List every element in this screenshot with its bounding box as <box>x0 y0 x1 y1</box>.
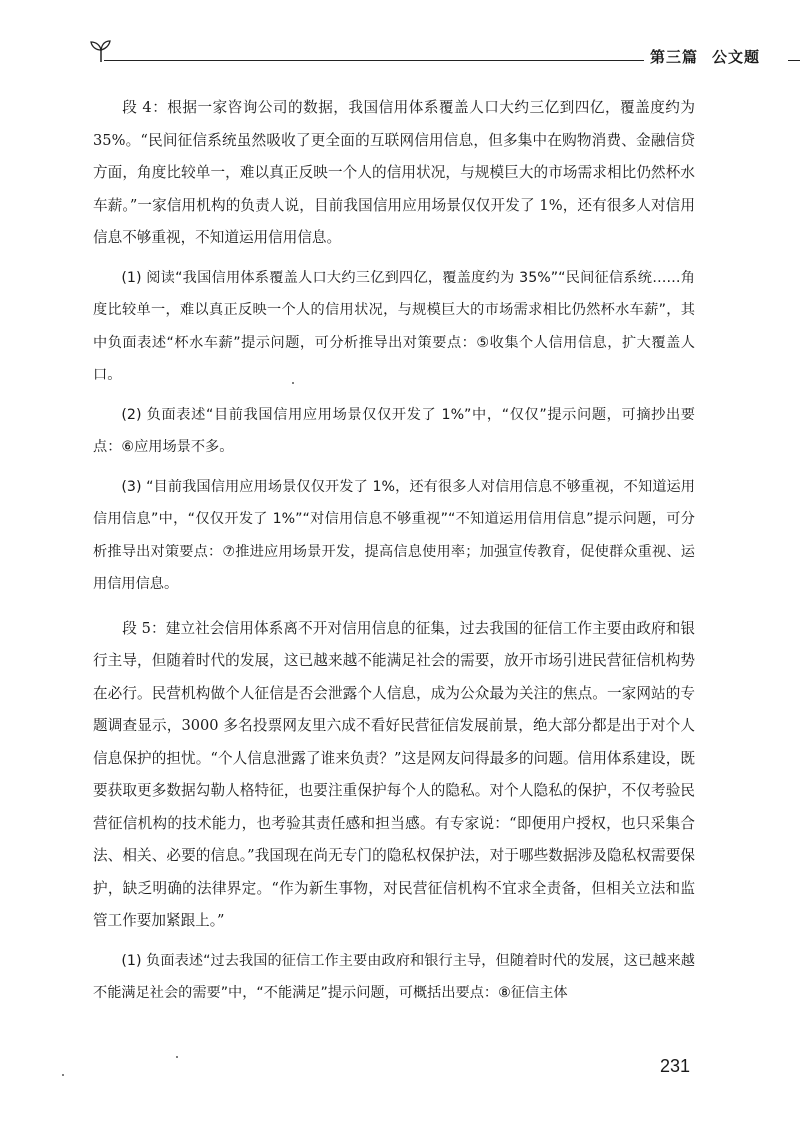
analysis-item-4: (1) 负面表述“过去我国的征信工作主要由政府和银行主导，但随着时代的发展，这已越来越不能满足社会的需要”中，“不能满足”提示问题，可概括出要点：⑧征信主体 <box>93 952 695 1001</box>
running-header <box>88 38 788 68</box>
header-rule-left <box>104 60 644 61</box>
analysis-item-1: (1) 阅读“我国信用体系覆盖人口大约三亿到四亿，覆盖度约为 35%”“民间征信系统……角度比较单一，难以真正反映一个人的信用状况，与规模巨大的市场需求相比仍然杯水车薪”，其中负面表述“杯水车薪”提示问题，可分析推导出对策要点：⑤收集个人信用信息，扩大覆盖人口。 <box>93 269 695 383</box>
source-paragraph-5: 段 5：建立社会信用体系离不开对信用信息的征集，过去我国的征信工作主要由政府和银行主导，但随着时代的发展，这已越来越不能满足社会的需要，放开市场引进民营征信机构势在必行。民营机构做个人征信是否会泄露个人信息，成为公众最为关注的焦点。一家网站的专题调查显示，3000 多名投票网友里六成不看好民营征信发展前景，绝大部分都是出于对个人信息保护的担忧。“个人信息泄露了谁来负责？”这是网友问得最多的问题。信用体系建设，既要获取更多数据勾勒人格特征，也要注重保护每个人的隐私。对个人隐私的保护，不仅考验民营征信机构的技术能力，也考验其责任感和担当感。有专家说：“即便用户授权，也只采集合法、相关、必要的信息。”我国现在尚无专门的隐私权保护法，对于哪些数据涉及隐私权需要保护，缺乏明确的法律界定。“作为新生事物，对民营征信机构不宜求全责备，但相关立法和监管工作要加紧跟上。” <box>93 619 695 929</box>
source-paragraph-4: 段 4：根据一家咨询公司的数据，我国信用体系覆盖人口大约三亿到四亿，覆盖度约为 35%。“民间征信系统虽然吸收了更全面的互联网信用信息，但多集中在购物消费、金融信贷方面，角度比较单一，难以真正反映一个人的信用状况，与规模巨大的市场需求相比仍然杯水车薪。”一家信用机构的负责人说，目前我国信用应用场景仅仅开发了 1%，还有很多人对信用信息不够重视，不知道运用信用信息。 <box>93 99 695 246</box>
page-body <box>93 92 695 1010</box>
analysis-item-2: (2) 负面表述“目前我国信用应用场景仅仅开发了 1%”中，“仅仅”提示问题，可摘抄出要点：⑥应用场景不多。 <box>93 406 695 455</box>
header-part: 第三篇 <box>650 48 699 66</box>
header-rule-right <box>788 60 800 61</box>
scan-speck <box>62 1074 64 1076</box>
header-section: 公文题 <box>712 48 761 66</box>
analysis-item-3: (3) “目前我国信用应用场景仅仅开发了 1%，还有很多人对信用信息不够重视，不知道运用信用信息”中，“仅仅开发了 1%”“对信用信息不够重视”“不知道运用信用信息”提示问题，可分析推导出对策要点：⑦推进应用场景开发，提高信息使用率；加强宣传教育，促使群众重视、运用信用信息。 <box>93 478 695 592</box>
page-number: 231 <box>660 1056 691 1076</box>
scan-speck <box>292 382 294 384</box>
scan-speck <box>176 1056 178 1058</box>
header-title <box>650 46 760 67</box>
